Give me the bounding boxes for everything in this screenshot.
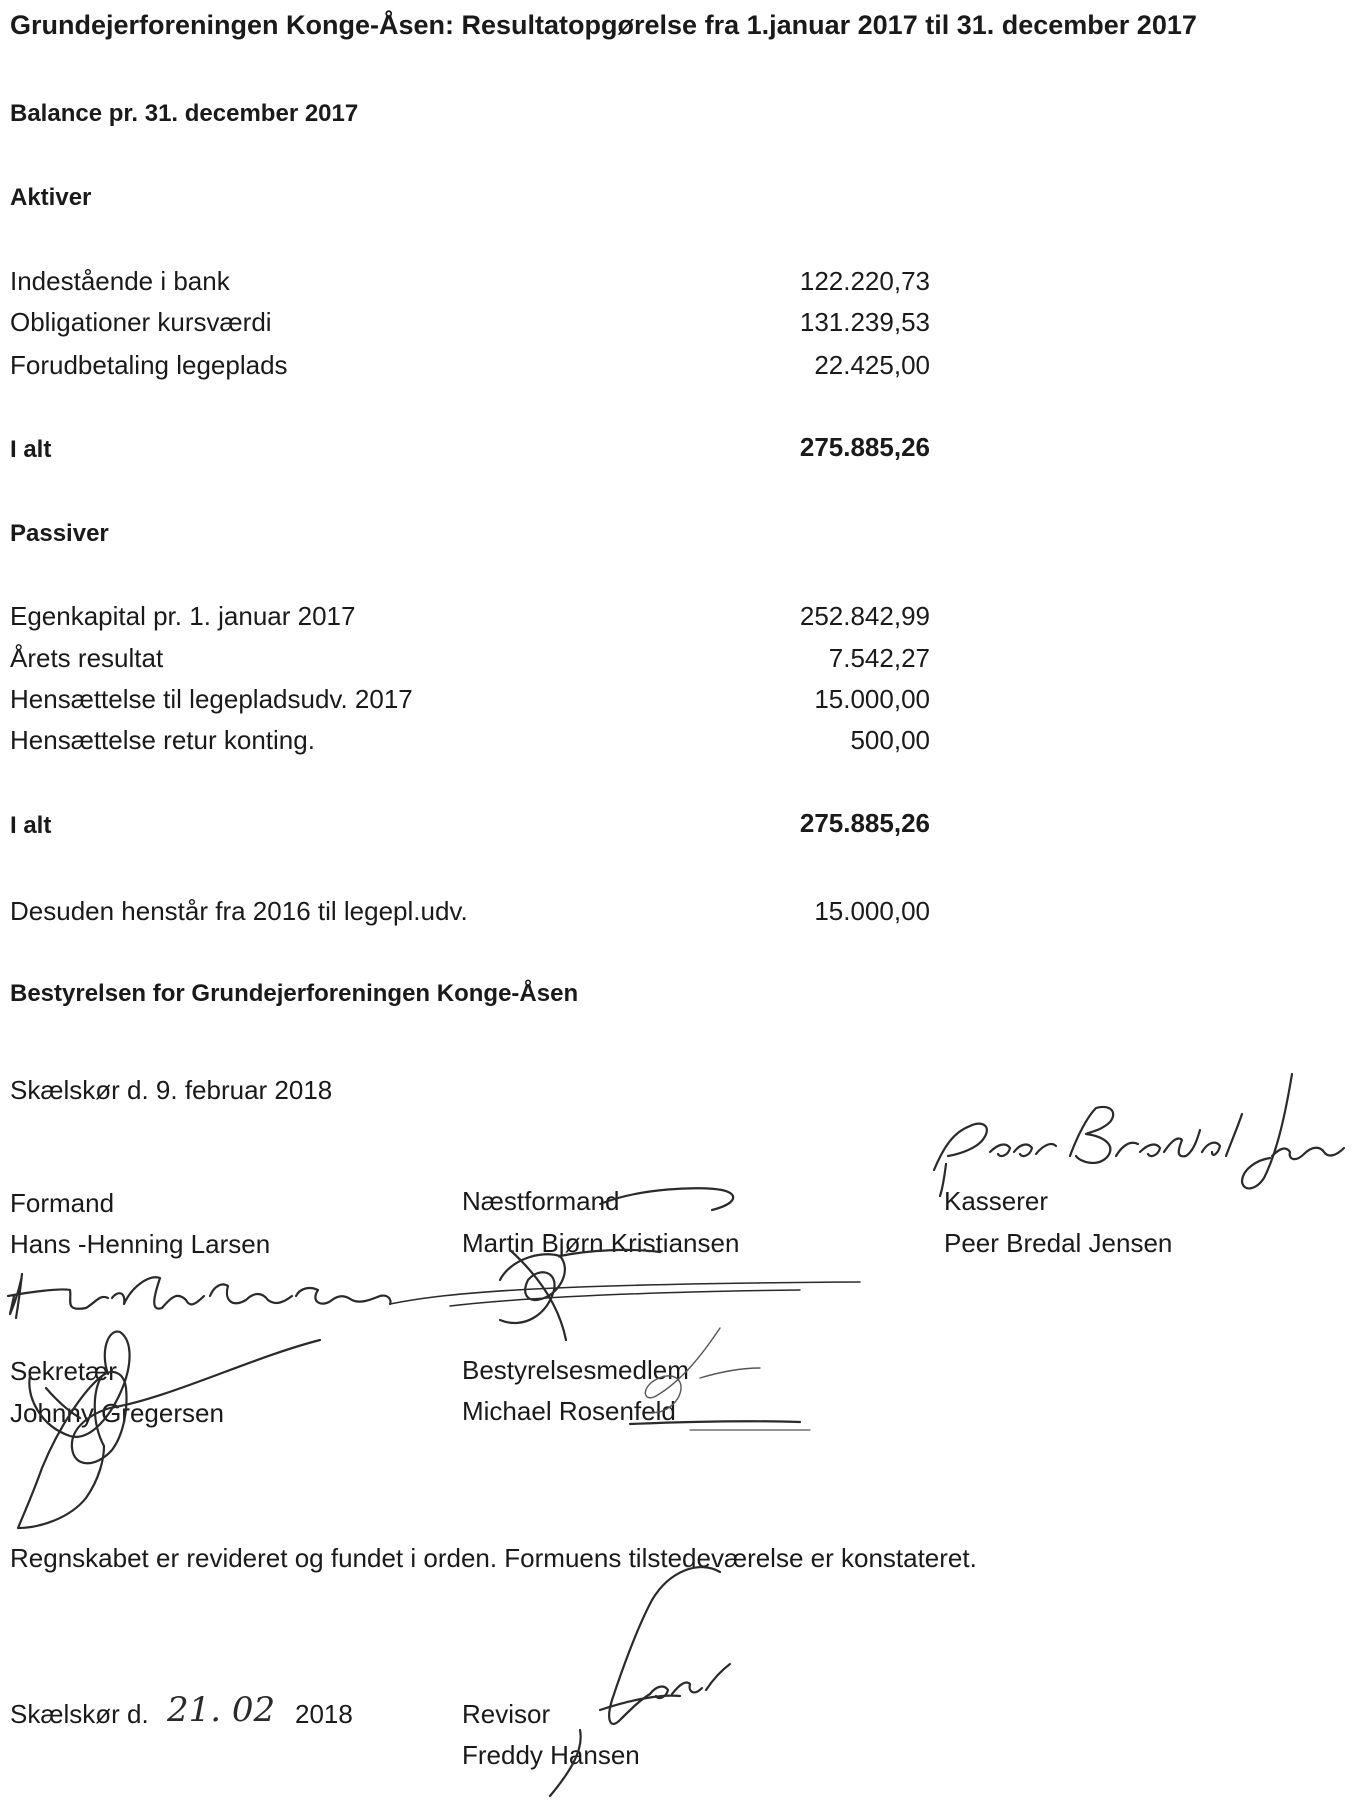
passiver-row-amount: 500,00 bbox=[850, 725, 930, 755]
audit-date-prefix: Skælskør d. bbox=[10, 1699, 149, 1729]
passiver-row-label: Hensættelse til legepladsudv. 2017 bbox=[10, 684, 413, 714]
signature-michael-rosenfeld bbox=[560, 1318, 860, 1428]
auditor-name: Freddy Hansen bbox=[462, 1740, 640, 1770]
aktiver-total-label: I alt bbox=[10, 436, 52, 463]
signatory-role: Næstformand bbox=[462, 1186, 620, 1216]
audit-date-year: 2018 bbox=[295, 1699, 353, 1729]
passiver-row-amount: 15.000,00 bbox=[814, 684, 930, 714]
passiver-heading: Passiver bbox=[10, 520, 109, 547]
signatory-name: Martin Bjørn Kristiansen bbox=[462, 1228, 740, 1258]
signatory-name: Johnny Gregersen bbox=[10, 1398, 224, 1428]
signatory-name: Peer Bredal Jensen bbox=[944, 1228, 1173, 1258]
aktiver-row-label: Forudbetaling legeplads bbox=[10, 350, 288, 380]
signatory-name: Michael Rosenfeld bbox=[462, 1396, 676, 1426]
passiver-row-label: Egenkapital pr. 1. januar 2017 bbox=[10, 601, 356, 631]
signature-johnny-gregersen bbox=[0, 1328, 320, 1528]
aktiver-row-label: Indestående i bank bbox=[10, 266, 230, 296]
passiver-total-amount: 275.885,26 bbox=[799, 808, 930, 838]
aktiver-total-amount: 275.885,26 bbox=[799, 432, 930, 462]
signatory-role: Kasserer bbox=[944, 1186, 1049, 1216]
signature-freddy-hansen bbox=[480, 1560, 740, 1800]
signatory-role: Bestyrelsesmedlem bbox=[462, 1355, 689, 1385]
note-amount: 15.000,00 bbox=[814, 896, 930, 926]
date-line: Skælskør d. 9. februar 2018 bbox=[10, 1075, 333, 1105]
signatory-name: Hans -Henning Larsen bbox=[10, 1229, 271, 1259]
audit-statement: Regnskabet er revideret og fundet i orden. Formuens tilstedeværelse er konstateret. bbox=[10, 1543, 977, 1573]
document-title: Grundejerforeningen Konge-Åsen: Resultatopgørelse fra 1.januar 2017 til 31. december 2017 bbox=[10, 10, 1197, 40]
aktiver-heading: Aktiver bbox=[10, 184, 92, 211]
balance-heading: Balance pr. 31. december 2017 bbox=[10, 100, 359, 127]
passiver-row-label: Årets resultat bbox=[10, 643, 164, 673]
aktiver-row-label: Obligationer kursværdi bbox=[10, 307, 272, 337]
passiver-row-amount: 7.542,27 bbox=[828, 643, 930, 673]
aktiver-row-amount: 22.425,00 bbox=[814, 350, 930, 380]
aktiver-row-amount: 131.239,53 bbox=[799, 307, 930, 337]
aktiver-row-amount: 122.220,73 bbox=[799, 266, 930, 296]
passiver-row-amount: 252.842,99 bbox=[799, 601, 930, 631]
note-label: Desuden henstår fra 2016 til legepl.udv. bbox=[10, 896, 468, 926]
auditor-role: Revisor bbox=[462, 1699, 551, 1729]
board-heading: Bestyrelsen for Grundejerforeningen Konge-Åsen bbox=[10, 980, 579, 1007]
signatory-role: Sekretær bbox=[10, 1356, 117, 1386]
passiver-total-label: I alt bbox=[10, 812, 52, 839]
signature-martin-bjorn-kristiansen bbox=[440, 1180, 820, 1340]
audit-date-handwritten: 21. 02 bbox=[167, 1690, 276, 1730]
passiver-row-label: Hensættelse retur konting. bbox=[10, 725, 315, 755]
signatory-role: Formand bbox=[10, 1188, 115, 1218]
signature-peer-bredal-jensen bbox=[920, 1060, 1360, 1220]
